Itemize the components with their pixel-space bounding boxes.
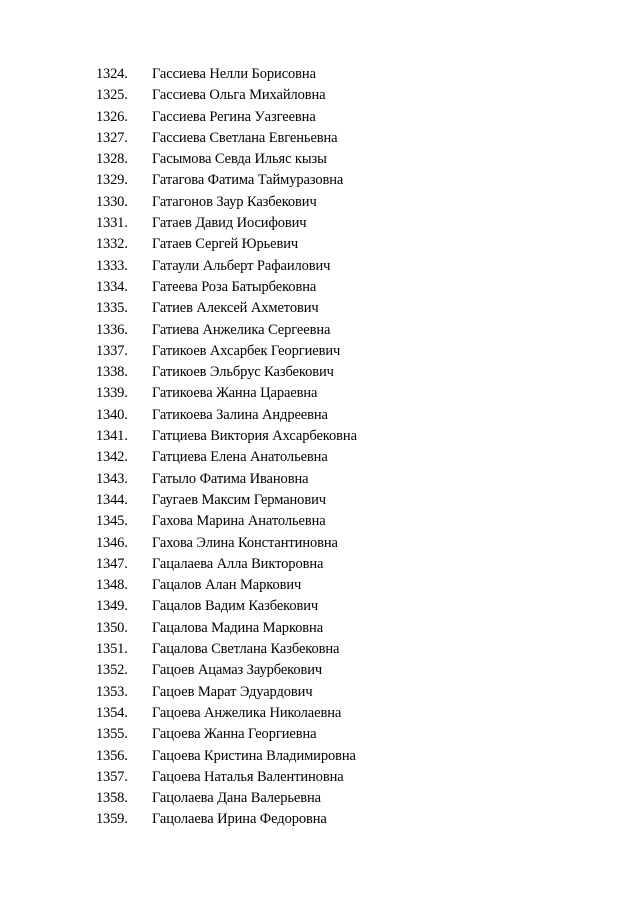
entry-number: 1356. [96, 747, 128, 764]
entry-number: 1342. [96, 449, 128, 466]
entry-name: Гассиева Светлана Евгеньевна [152, 129, 338, 146]
list-item [96, 107, 596, 128]
list-item [96, 703, 596, 724]
entry-number: 1334. [96, 278, 128, 295]
entry-number: 1349. [96, 598, 128, 615]
entry-number: 1330. [96, 193, 128, 210]
entry-name: Гацалаева Алла Викторовна [152, 555, 324, 572]
name-list [96, 64, 596, 831]
list-item [96, 809, 596, 830]
list-item [96, 746, 596, 767]
entry-number: 1333. [96, 257, 128, 274]
entry-name: Гатциева Елена Анатольевна [152, 449, 328, 466]
entry-number: 1343. [96, 470, 128, 487]
entry-number: 1358. [96, 790, 128, 807]
entry-name: Гатциева Виктория Ахсарбековна [152, 428, 357, 445]
entry-number: 1354. [96, 704, 128, 721]
entry-name: Гатагонов Заур Казбекович [152, 193, 317, 210]
entry-number: 1352. [96, 662, 128, 679]
entry-name: Гахова Элина Константиновна [152, 534, 338, 551]
entry-number: 1341. [96, 428, 128, 445]
entry-name: Гассиева Ольга Михайловна [152, 87, 326, 104]
list-item [96, 682, 596, 703]
entry-name: Гатикоева Залина Андреевна [152, 406, 328, 423]
entry-name: Гатаев Сергей Юрьевич [152, 236, 299, 253]
entry-number: 1327. [96, 129, 128, 146]
list-item [96, 213, 596, 234]
entry-name: Гатикоев Ахсарбек Георгиевич [152, 342, 341, 359]
entry-number: 1345. [96, 513, 128, 530]
entry-name: Гацоев Ацамаз Заурбекович [152, 662, 323, 679]
entry-name: Гатикоева Жанна Цараевна [152, 385, 318, 402]
entry-number: 1337. [96, 342, 128, 359]
entry-number: 1332. [96, 236, 128, 253]
entry-number: 1335. [96, 300, 128, 317]
list-item [96, 362, 596, 383]
entry-name: Гацоева Анжелика Николаевна [152, 704, 342, 721]
list-item [96, 256, 596, 277]
list-item [96, 533, 596, 554]
list-item [96, 341, 596, 362]
list-item [96, 149, 596, 170]
entry-name: Гахова Марина Анатольевна [152, 513, 326, 530]
list-item [96, 85, 596, 106]
entry-number: 1353. [96, 683, 128, 700]
entry-number: 1336. [96, 321, 128, 338]
list-item [96, 788, 596, 809]
list-item [96, 320, 596, 341]
list-item [96, 128, 596, 149]
list-item [96, 192, 596, 213]
entry-number: 1338. [96, 364, 128, 381]
list-item [96, 554, 596, 575]
entry-name: Гацалов Вадим Казбекович [152, 598, 319, 615]
entry-name: Гатикоев Эльбрус Казбекович [152, 364, 334, 381]
entry-name: Гацоева Наталья Валентиновна [152, 768, 344, 785]
entry-name: Гатаев Давид Иосифович [152, 215, 307, 232]
list-item [96, 639, 596, 660]
entry-name: Гатагова Фатима Таймуразовна [152, 172, 344, 189]
entry-number: 1339. [96, 385, 128, 402]
list-item [96, 618, 596, 639]
entry-number: 1348. [96, 577, 128, 594]
list-item [96, 64, 596, 85]
entry-name: Гатаули Альберт Рафаилович [152, 257, 331, 274]
list-item [96, 724, 596, 745]
entry-name: Гацолаева Ирина Федоровна [152, 811, 327, 828]
entry-number: 1328. [96, 151, 128, 168]
entry-name: Гатиева Анжелика Сергеевна [152, 321, 331, 338]
list-item [96, 469, 596, 490]
list-item [96, 234, 596, 255]
list-item [96, 298, 596, 319]
entry-name: Гатеева Роза Батырбековна [152, 278, 317, 295]
entry-number: 1351. [96, 641, 128, 658]
entry-name: Гацалов Алан Маркович [152, 577, 302, 594]
entry-name: Гассиева Нелли Борисовна [152, 66, 316, 82]
entry-name: Гатиев Алексей Ахметович [152, 300, 319, 317]
entry-number: 1326. [96, 108, 128, 125]
entry-name: Гацоева Жанна Георгиевна [152, 726, 317, 743]
list-item [96, 660, 596, 681]
entry-number: 1329. [96, 172, 128, 189]
list-item [96, 575, 596, 596]
entry-name: Гацалова Светлана Казбековна [152, 641, 340, 658]
list-item [96, 447, 596, 468]
entry-name: Гатыло Фатима Ивановна [152, 470, 309, 487]
entry-number: 1331. [96, 215, 128, 232]
entry-number: 1324. [96, 66, 128, 82]
entry-name: Гацоева Кристина Владимировна [152, 747, 356, 764]
list-item [96, 490, 596, 511]
entry-number: 1355. [96, 726, 128, 743]
list-item [96, 277, 596, 298]
entry-number: 1347. [96, 555, 128, 572]
list-item [96, 383, 596, 404]
list-item [96, 426, 596, 447]
list-item [96, 596, 596, 617]
entry-name: Гацалова Мадина Марковна [152, 619, 324, 636]
entry-name: Гасымова Севда Ильяс кызы [152, 151, 327, 168]
entry-number: 1344. [96, 491, 128, 508]
entry-number: 1357. [96, 768, 128, 785]
entry-number: 1350. [96, 619, 128, 636]
entry-number: 1359. [96, 811, 128, 828]
entry-name: Гассиева Регина Уазгеевна [152, 108, 316, 125]
entry-name: Гацоев Марат Эдуардович [152, 683, 313, 700]
list-item [96, 511, 596, 532]
entry-number: 1325. [96, 87, 128, 104]
entry-name: Гацолаева Дана Валерьевна [152, 790, 321, 807]
list-item [96, 767, 596, 788]
list-item [96, 405, 596, 426]
entry-name: Гаугаев Максим Германович [152, 491, 326, 508]
list-item [96, 170, 596, 191]
entry-number: 1340. [96, 406, 128, 423]
entry-number: 1346. [96, 534, 128, 551]
